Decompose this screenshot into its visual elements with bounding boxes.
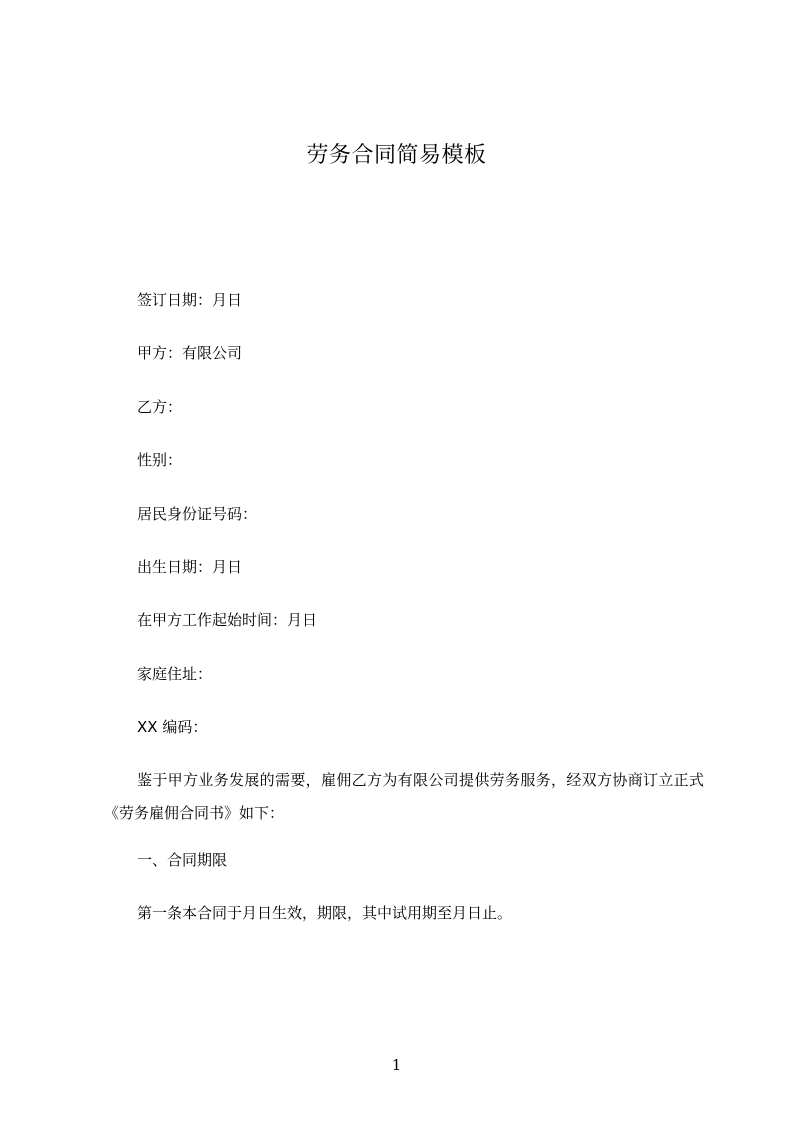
gender-field: 性别： [137, 451, 183, 469]
section-heading: 一、合同期限 [137, 851, 228, 869]
contract-term-article: 第一条本合同于月日生效，期限，其中试用期至月日止。 [137, 904, 513, 922]
signing-date-field: 签订日期：月日 [137, 291, 243, 309]
birth-date-field: 出生日期：月日 [137, 558, 243, 576]
intro-paragraph: 鉴于甲方业务发展的需要，雇佣乙方为有限公司提供劳务服务，经双方协商订立正式《劳务雇佣合同书》如下： [104, 771, 704, 822]
party-a-field: 甲方：有限公司 [137, 344, 243, 362]
home-address-field: 家庭住址： [137, 665, 213, 683]
start-work-date-field: 在甲方工作起始时间：月日 [137, 611, 318, 629]
page-number: 1 [391, 1056, 402, 1074]
id-number-field: 居民身份证号码： [137, 505, 258, 523]
party-b-field: 乙方： [137, 398, 183, 416]
postal-code-field: XX 编码： [137, 718, 208, 736]
document-title: 劳务合同简易模板 [306, 143, 487, 168]
